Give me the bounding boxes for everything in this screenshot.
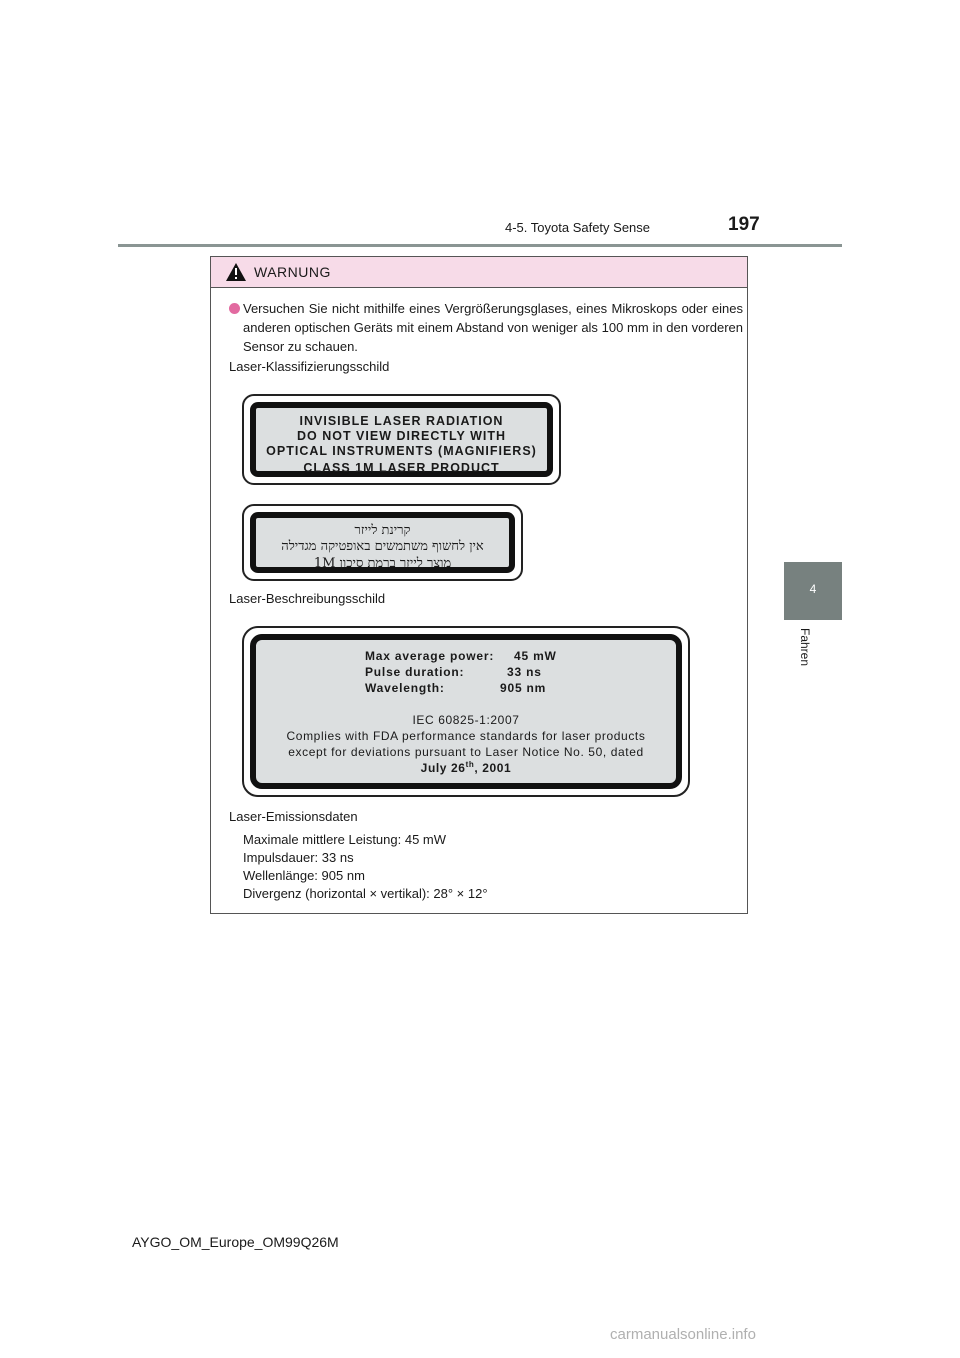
standard-line: IEC 60825-1:2007: [412, 713, 520, 727]
header-rule: [118, 244, 842, 247]
emission-line: Divergenz (horizontal × vertikal): 28° × 12°: [243, 886, 488, 901]
chapter-number: 4: [809, 582, 817, 596]
label-line: INVISIBLE LASER RADIATION: [299, 414, 504, 428]
emission-line: Impulsdauer: 33 ns: [243, 850, 354, 865]
section-title: 4-5. Toyota Safety Sense: [505, 220, 651, 235]
warning-title: WARNUNG: [254, 264, 331, 280]
footer-doc-id: AYGO_OM_Europe_OM99Q26M: [132, 1234, 339, 1250]
date-prefix: July 26: [420, 761, 466, 775]
spec-name: Max average power:: [365, 649, 495, 663]
label-line: CLASS 1M LASER PRODUCT: [303, 461, 500, 475]
classification-heading: Laser-Klassifizierungsschild: [229, 359, 390, 374]
chapter-tab[interactable]: [784, 562, 842, 620]
page-number: 197: [728, 214, 760, 235]
spec-value: 33 ns: [507, 665, 542, 679]
classification-label-en-inner: [250, 402, 553, 477]
watermark: carmanualsonline.info: [610, 1326, 756, 1343]
spec-name: Pulse duration:: [365, 665, 465, 679]
label-line: OPTICAL INSTRUMENTS (MAGNIFIERS): [266, 444, 537, 458]
warning-header: [211, 257, 747, 288]
compliance-line: except for deviations pursuant to Laser Notice No. 50, dated: [288, 745, 644, 759]
hebrew-label-line: אין לחשוף משתמשים באופטיקה מגדילה: [281, 539, 484, 554]
label-line: DO NOT VIEW DIRECTLY WITH: [296, 429, 507, 443]
chapter-label: [784, 628, 842, 678]
hebrew-label-line: מוצר לייזר ברמת סיכון 1M: [313, 556, 452, 571]
compliance-date: [256, 760, 676, 775]
bullet-icon: [229, 303, 240, 314]
emission-heading: Laser-Emissionsdaten: [229, 809, 358, 824]
classification-label-en: [242, 394, 561, 485]
emission-line: Wellenlänge: 905 nm: [243, 868, 365, 883]
emission-line: Maximale mittlere Leistung: 45 mW: [243, 832, 447, 847]
classification-label-he-inner: [250, 512, 515, 573]
description-label: [242, 626, 690, 797]
warning-box: [210, 256, 748, 914]
warning-bullet-text: Versuchen Sie nicht mithilfe eines Vergrößerungsglases, eines Mikroskops oder eines anderen optischen Geräts mit einem Abstand von weniger als 100 mm in den vorderen Sensor zu schauen.: [243, 301, 743, 354]
classification-label-he: [242, 504, 523, 581]
chapter-label-text: Fahren: [798, 628, 812, 667]
compliance-line: Complies with FDA performance standards for laser products: [286, 729, 646, 743]
date-suffix: , 2001: [474, 761, 512, 775]
spec-value: 905 nm: [500, 681, 547, 695]
warning-triangle-icon: [225, 262, 247, 282]
spec-value: 45 mW: [514, 649, 557, 663]
hebrew-label-line: קרינת לייזר: [354, 523, 411, 538]
description-label-inner: [250, 634, 682, 789]
spec-name: Wavelength:: [365, 681, 445, 695]
date-superscript: th: [465, 760, 475, 769]
description-heading: Laser-Beschreibungsschild: [229, 591, 386, 606]
